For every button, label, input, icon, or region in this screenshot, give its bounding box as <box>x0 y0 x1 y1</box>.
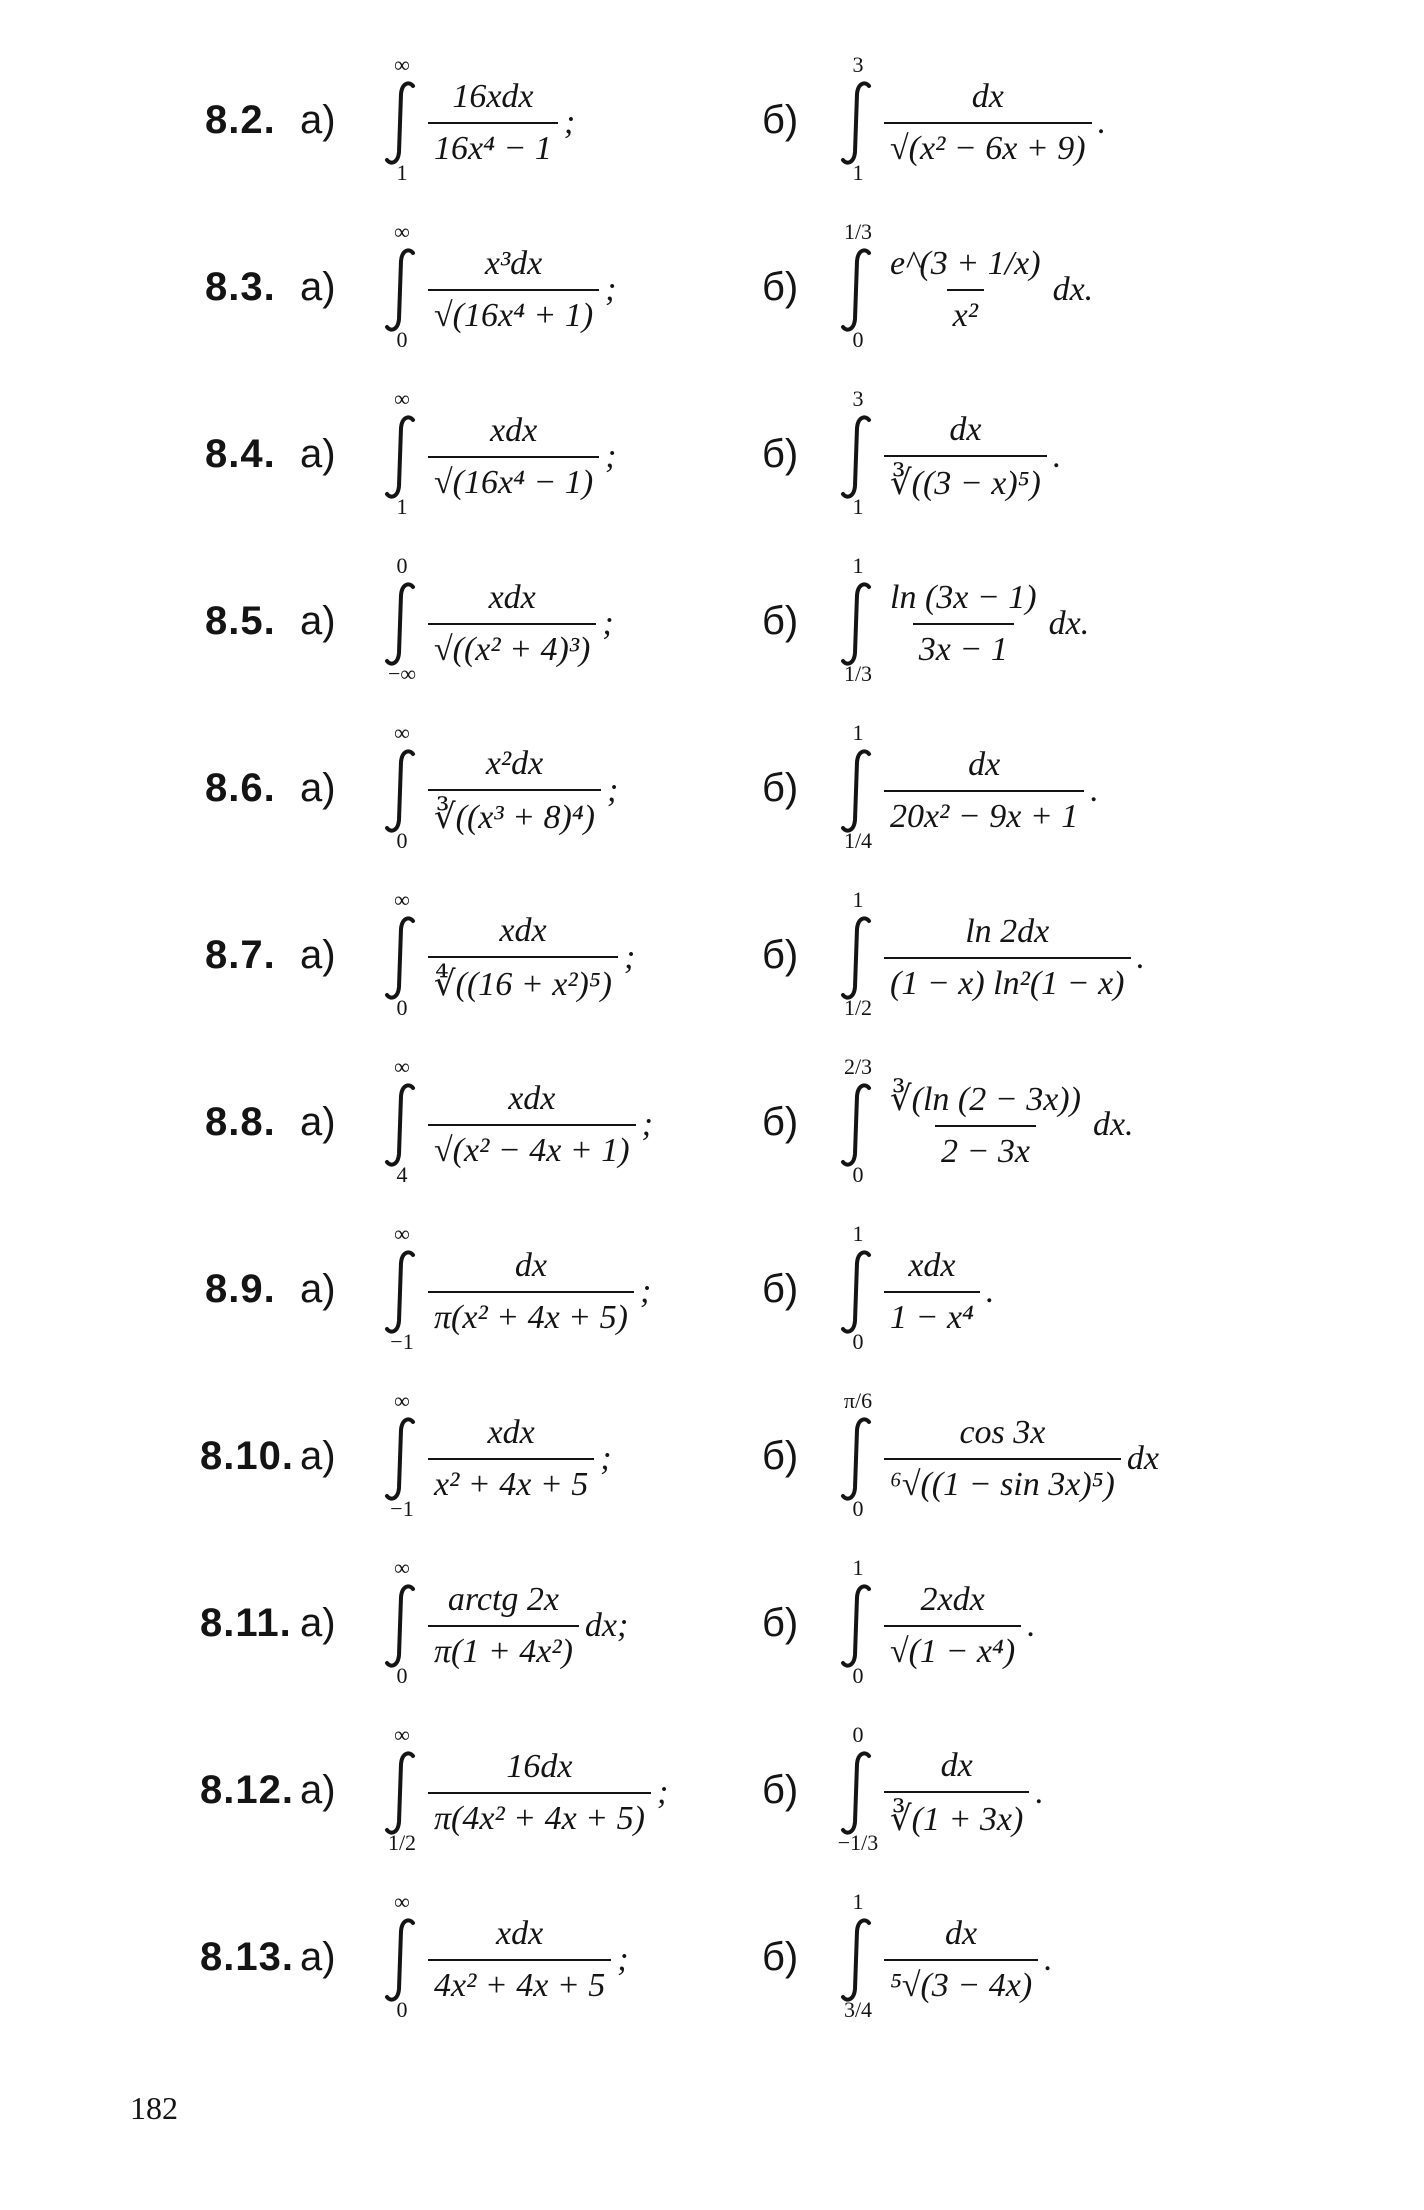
expression-tail: ; <box>602 605 614 642</box>
upper-limit: ∞ <box>394 219 410 244</box>
integral-a <box>372 48 432 198</box>
upper-limit: π/6 <box>843 1388 873 1413</box>
lower-limit: 1/3 <box>843 661 873 686</box>
upper-limit: ∞ <box>394 386 410 411</box>
fraction <box>428 912 618 1004</box>
integral-sign-icon <box>382 247 422 333</box>
fraction <box>884 1581 1021 1671</box>
integral-a <box>372 1050 432 1200</box>
expression-tail: ; <box>656 1774 669 1811</box>
upper-limit: 1 <box>852 887 864 912</box>
upper-limit: 2/3 <box>843 1054 873 1079</box>
lower-limit: 1 <box>852 160 864 185</box>
upper-limit: ∞ <box>394 1889 410 1914</box>
integral-a <box>372 883 432 1033</box>
expression-tail: ; <box>605 271 617 308</box>
numerator: 16xdx <box>452 78 534 115</box>
upper-limit: ∞ <box>394 720 410 745</box>
lower-limit: −∞ <box>387 661 417 686</box>
integral-sign-icon <box>838 414 878 500</box>
numerator: cos 3x <box>959 1414 1046 1451</box>
lower-limit: 0 <box>396 327 408 352</box>
integral-b <box>828 1050 888 1200</box>
integral-b <box>828 1885 888 2035</box>
denominator: ∛((3 − x)⁵) <box>884 455 1047 503</box>
integral-b <box>828 48 888 198</box>
integral-a <box>372 1551 432 1701</box>
integrand-a <box>428 549 614 699</box>
part-label-b: б) <box>762 98 799 142</box>
expression-tail: ; <box>563 104 576 141</box>
upper-limit: 3 <box>852 52 864 77</box>
numerator: dx <box>968 746 1001 783</box>
lower-limit: 3/4 <box>843 1997 873 2022</box>
part-label-a: а) <box>300 599 336 643</box>
expression-tail: . <box>1090 772 1099 809</box>
problem-number: 8.3. <box>205 265 276 309</box>
part-label-a: а) <box>300 1935 336 1979</box>
upper-limit: 3 <box>852 386 864 411</box>
expression-tail: dx. <box>1092 1106 1134 1143</box>
fraction <box>884 1414 1121 1504</box>
lower-limit: −1/3 <box>837 1830 879 1855</box>
problem-row <box>0 215 1424 365</box>
upper-limit: ∞ <box>394 1722 410 1747</box>
integral-sign-icon <box>382 1750 422 1836</box>
integrand-b <box>884 1885 1053 2035</box>
part-label-b: б) <box>762 1434 799 1478</box>
numerator: xdx <box>908 1247 956 1284</box>
numerator: xdx <box>487 1414 535 1451</box>
fraction <box>884 746 1084 836</box>
part-label-b: б) <box>762 1768 799 1812</box>
expression-tail: ; <box>641 1106 653 1143</box>
page-number: 182 <box>130 2090 178 2126</box>
integral-sign-icon <box>382 1583 422 1669</box>
expression-tail: ; <box>605 438 617 475</box>
integral-sign-icon <box>382 1249 422 1335</box>
problem-number: 8.10. <box>200 1434 294 1478</box>
part-label-a: а) <box>300 98 336 142</box>
lower-limit: 4 <box>396 1162 408 1187</box>
part-label-a: а) <box>300 432 336 476</box>
lower-limit: 1/2 <box>843 995 873 1020</box>
expression-tail: . <box>1044 1941 1053 1978</box>
expression-tail: . <box>1052 438 1062 475</box>
integral-b <box>828 1718 888 1868</box>
problem-number: 8.2. <box>205 98 276 142</box>
fraction <box>884 1747 1029 1839</box>
numerator: dx <box>940 1747 973 1784</box>
integral-b <box>828 1217 888 1367</box>
numerator: xdx <box>496 1915 544 1952</box>
integral-b <box>828 382 888 532</box>
upper-limit: 0 <box>396 553 408 578</box>
part-label-b: б) <box>762 1100 799 1144</box>
denominator: 1 − x⁴ <box>884 1291 980 1337</box>
denominator: ∜((16 + x²)⁵) <box>428 956 618 1004</box>
expression-tail: ; <box>607 772 619 809</box>
fraction <box>884 1079 1087 1171</box>
problem-number: 8.5. <box>205 599 276 643</box>
denominator: ⁶√((1 − sin 3x)⁵) <box>884 1458 1121 1504</box>
numerator: dx <box>514 1247 548 1284</box>
denominator: 4x² + 4x + 5 <box>428 1959 611 2005</box>
part-label-a: а) <box>300 265 336 309</box>
integrand-b <box>884 382 1061 532</box>
expression-tail: ; <box>600 1440 612 1477</box>
integral-sign-icon <box>838 1249 878 1335</box>
numerator: e^(3 + 1/x) <box>890 245 1041 282</box>
integral-sign-icon <box>382 748 422 834</box>
upper-limit: 1 <box>852 553 864 578</box>
part-label-b: б) <box>762 1267 799 1311</box>
problem-row <box>0 48 1424 198</box>
fraction <box>428 1414 594 1504</box>
expression-tail: . <box>1027 1607 1036 1644</box>
part-label-a: а) <box>300 1100 336 1144</box>
part-label-b: б) <box>762 265 799 309</box>
expression-tail: dx <box>1126 1440 1159 1477</box>
part-label-a: а) <box>300 1434 336 1478</box>
lower-limit: 0 <box>852 1162 864 1187</box>
integral-a <box>372 549 432 699</box>
lower-limit: −1 <box>390 1496 414 1521</box>
integrand-a <box>428 1050 653 1200</box>
part-label-a: а) <box>300 1768 336 1812</box>
integrand-b <box>884 215 1093 365</box>
lower-limit: 0 <box>852 1496 864 1521</box>
part-label-b: б) <box>762 1935 799 1979</box>
expression-tail: ; <box>624 939 636 976</box>
fraction <box>428 1247 634 1337</box>
problem-row <box>0 1885 1424 2035</box>
part-label-b: б) <box>762 766 799 810</box>
integral-sign-icon <box>838 748 878 834</box>
problem-number: 8.4. <box>205 432 276 476</box>
fraction <box>428 245 599 335</box>
integral-sign-icon <box>838 1583 878 1669</box>
upper-limit: ∞ <box>394 1555 410 1580</box>
integrand-b <box>884 1050 1134 1200</box>
integral-a <box>372 716 432 866</box>
integral-sign-icon <box>838 581 878 667</box>
integrand-a <box>428 382 617 532</box>
numerator: dx <box>971 78 1004 115</box>
denominator: ∛(1 + 3x) <box>884 1791 1029 1839</box>
part-label-a: а) <box>300 1601 336 1645</box>
problem-number: 8.7. <box>205 933 276 977</box>
integral-a <box>372 382 432 532</box>
fraction <box>428 745 601 837</box>
fraction <box>428 579 596 669</box>
denominator: x² + 4x + 5 <box>428 1458 594 1504</box>
part-label-a: а) <box>300 933 336 977</box>
integrand-a <box>428 1551 628 1701</box>
problem-row <box>0 716 1424 866</box>
lower-limit: 1 <box>852 494 864 519</box>
numerator: 16dx <box>506 1748 573 1785</box>
denominator: π(4x² + 4x + 5) <box>428 1792 651 1838</box>
denominator: x² <box>947 289 984 335</box>
numerator: xdx <box>508 1080 556 1117</box>
denominator: π(1 + 4x²) <box>428 1625 579 1671</box>
expression-tail: dx. <box>1048 605 1090 642</box>
fraction <box>884 78 1092 168</box>
upper-limit: 1 <box>852 720 864 745</box>
upper-limit: ∞ <box>394 1054 410 1079</box>
lower-limit: 0 <box>852 1663 864 1688</box>
lower-limit: 0 <box>396 1663 408 1688</box>
numerator: x³dx <box>484 245 543 282</box>
integrand-b <box>884 716 1099 866</box>
part-label-a: а) <box>300 766 336 810</box>
fraction <box>428 1915 611 2005</box>
problem-row <box>0 549 1424 699</box>
integrand-a <box>428 1217 651 1367</box>
integrand-b <box>884 1384 1159 1534</box>
denominator: ∛((x³ + 8)⁴) <box>428 789 601 837</box>
numerator: arctg 2x <box>447 1581 559 1618</box>
expression-tail: dx. <box>1052 271 1094 308</box>
numerator: dx <box>945 1915 978 1952</box>
integral-sign-icon <box>382 80 422 166</box>
denominator: 2 − 3x <box>935 1125 1036 1171</box>
denominator: √(16x⁴ + 1) <box>428 289 599 335</box>
problem-row <box>0 1217 1424 1367</box>
expression-tail: dx; <box>584 1607 629 1644</box>
lower-limit: 1/2 <box>387 1830 417 1855</box>
upper-limit: ∞ <box>394 52 410 77</box>
integrand-a <box>428 1718 668 1868</box>
numerator: dx <box>949 411 982 448</box>
integrand-a <box>428 883 635 1033</box>
denominator: √(1 − x⁴) <box>884 1625 1021 1671</box>
upper-limit: ∞ <box>394 887 410 912</box>
lower-limit: 0 <box>852 1329 864 1354</box>
problem-number: 8.13. <box>200 1935 294 1979</box>
numerator: x²dx <box>485 745 544 782</box>
fraction <box>428 412 599 502</box>
part-label-b: б) <box>762 1601 799 1645</box>
integrand-a <box>428 716 618 866</box>
denominator: π(x² + 4x + 5) <box>428 1291 634 1337</box>
integrand-b <box>884 1551 1036 1701</box>
integrand-b <box>884 549 1089 699</box>
problem-row <box>0 1718 1424 1868</box>
integral-b <box>828 549 888 699</box>
part-label-b: б) <box>762 432 799 476</box>
fraction <box>884 1915 1038 2005</box>
integral-sign-icon <box>382 915 422 1001</box>
fraction <box>884 411 1047 503</box>
part-label-b: б) <box>762 933 799 977</box>
fraction <box>428 1581 579 1671</box>
integral-b <box>828 883 888 1033</box>
problem-number: 8.6. <box>205 766 276 810</box>
integral-sign-icon <box>382 1416 422 1502</box>
expression-tail: . <box>985 1273 995 1310</box>
denominator: √(16x⁴ − 1) <box>428 456 599 502</box>
integral-a <box>372 1885 432 2035</box>
integral-sign-icon <box>838 247 878 333</box>
upper-limit: 1 <box>852 1555 864 1580</box>
integral-b <box>828 1384 888 1534</box>
lower-limit: −1 <box>390 1329 414 1354</box>
part-label-a: а) <box>300 1267 336 1311</box>
denominator: 20x² − 9x + 1 <box>884 790 1084 836</box>
integral-sign-icon <box>838 915 878 1001</box>
numerator: ln 2dx <box>965 913 1050 950</box>
integral-b <box>828 215 888 365</box>
integral-sign-icon <box>838 80 878 166</box>
integral-sign-icon <box>382 1082 422 1168</box>
integral-a <box>372 1718 432 1868</box>
lower-limit: 0 <box>396 1997 408 2022</box>
fraction <box>428 1080 636 1170</box>
denominator: ⁵√(3 − 4x) <box>884 1959 1038 2005</box>
problem-row <box>0 382 1424 532</box>
denominator: √(x² − 4x + 1) <box>428 1124 636 1170</box>
fraction <box>884 245 1047 335</box>
fraction <box>884 913 1131 1003</box>
problem-number: 8.9. <box>205 1267 276 1311</box>
integrand-b <box>884 1718 1044 1868</box>
lower-limit: 0 <box>852 327 864 352</box>
numerator: ∛(ln (2 − 3x)) <box>890 1081 1081 1118</box>
problem-number: 8.11. <box>200 1601 292 1645</box>
numerator: xdx <box>499 912 547 949</box>
integral-sign-icon <box>382 414 422 500</box>
expression-tail: ; <box>639 1273 652 1310</box>
integral-b <box>828 716 888 866</box>
denominator: 3x − 1 <box>913 623 1014 669</box>
upper-limit: 1 <box>852 1221 864 1246</box>
integrand-a <box>428 1384 612 1534</box>
problem-row <box>0 1050 1424 1200</box>
denominator: √((x² + 4)³) <box>428 623 596 669</box>
expression-tail: . <box>1035 1774 1044 1811</box>
upper-limit: ∞ <box>394 1221 410 1246</box>
integral-a <box>372 1384 432 1534</box>
lower-limit: 1/4 <box>843 828 873 853</box>
lower-limit: 1 <box>396 494 408 519</box>
numerator: xdx <box>489 412 538 449</box>
expression-tail: . <box>1136 939 1145 976</box>
expression-tail: ; <box>617 1941 629 1978</box>
upper-limit: 1 <box>852 1889 864 1914</box>
integrand-a <box>428 48 575 198</box>
integral-a <box>372 1217 432 1367</box>
integrand-a <box>428 215 617 365</box>
integral-sign-icon <box>838 1917 878 2003</box>
problem-row <box>0 883 1424 1033</box>
integral-sign-icon <box>382 1917 422 2003</box>
problem-row <box>0 1551 1424 1701</box>
problem-number: 8.12. <box>200 1768 294 1812</box>
lower-limit: 0 <box>396 828 408 853</box>
upper-limit: ∞ <box>394 1388 410 1413</box>
integral-sign-icon <box>382 581 422 667</box>
expression-tail: . <box>1097 104 1107 141</box>
integrand-b <box>884 883 1145 1033</box>
problem-row <box>0 1384 1424 1534</box>
integral-sign-icon <box>838 1082 878 1168</box>
integral-b <box>828 1551 888 1701</box>
denominator: (1 − x) ln²(1 − x) <box>884 957 1131 1003</box>
integrand-a <box>428 1885 629 2035</box>
fraction <box>428 1748 651 1838</box>
numerator: 2xdx <box>920 1581 985 1618</box>
numerator: xdx <box>488 579 536 616</box>
integrand-b <box>884 48 1106 198</box>
fraction <box>428 78 558 168</box>
upper-limit: 0 <box>852 1722 864 1747</box>
lower-limit: 0 <box>396 995 408 1020</box>
integrand-b <box>884 1217 994 1367</box>
upper-limit: 1/3 <box>843 219 873 244</box>
denominator: √(x² − 6x + 9) <box>884 122 1092 168</box>
denominator: 16x⁴ − 1 <box>428 122 558 168</box>
integral-sign-icon <box>838 1750 878 1836</box>
numerator: ln (3x − 1) <box>890 579 1037 616</box>
fraction <box>884 579 1043 669</box>
lower-limit: 1 <box>396 160 408 185</box>
part-label-b: б) <box>762 599 799 643</box>
integral-sign-icon <box>838 1416 878 1502</box>
integral-a <box>372 215 432 365</box>
fraction <box>884 1247 980 1337</box>
problem-number: 8.8. <box>205 1100 276 1144</box>
